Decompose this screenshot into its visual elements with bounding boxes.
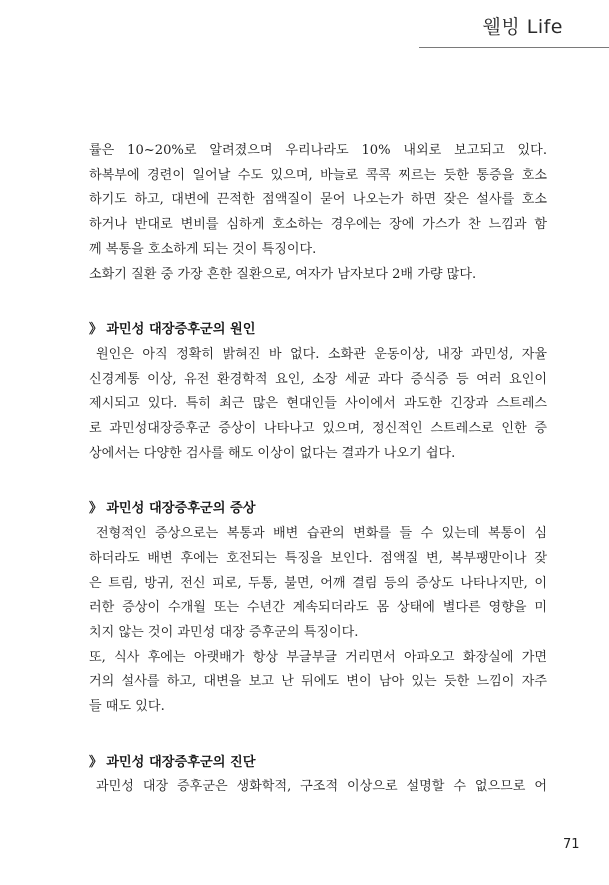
header-brand: 웰빙 Life (482, 16, 563, 38)
intro-line: 께 복통을 호소하게 되는 것이 특징이다. (89, 241, 317, 257)
section-marker: 》 (89, 754, 103, 770)
intro-line: 률은 10~20%로 알려졌으며 우리나라도 10% 내외로 보고되고 있다. (89, 143, 547, 158)
section-line: 치지 않는 것이 과민성 대장 증후군의 특징이다. (89, 624, 359, 640)
section-line: 거의 설사를 하고, 대변을 보고 난 뒤에도 변이 남아 있는 듯한 느낌이 자주 (89, 674, 547, 690)
intro-line: 하거나 반대로 변비를 심하게 호소하는 경우에는 장에 가스가 찬 느낌과 함 (89, 217, 547, 233)
section-marker: 》 (89, 322, 103, 338)
section-title: 과민성 대장증후군의 진단 (106, 754, 256, 770)
section-line: 은 트림, 방귀, 전신 피로, 두통, 불면, 어깨 결림 등의 증상도 나타나지만, 이 (89, 575, 547, 591)
section-line: 또, 식사 후에는 아랫배가 항상 부글부글 거리면서 아파오고 화장실에 가면 (89, 649, 547, 665)
section-heading-symptoms (89, 497, 547, 522)
section-marker: 》 (89, 501, 103, 517)
section-line: 로 과민성대장증후군 증상이 나타나고 있으며, 정신적인 스트레스로 인한 증 (89, 421, 547, 437)
section-line: 상에서는 다양한 검사를 해도 이상이 없다는 결과가 나오기 쉽다. (89, 445, 456, 461)
page-number: 71 (563, 837, 580, 852)
intro-line: 하기도 하고, 대변에 끈적한 점액질이 묻어 나오는가 하면 잦은 설사를 호소 (89, 192, 547, 208)
intro-line: 소화기 질환 중 가장 흔한 질환으로, 여자가 남자보다 2배 가량 많다. (89, 266, 477, 282)
section-heading-cause (89, 318, 547, 343)
section-line: 전형적인 증상으로는 복통과 배변 습관의 변화를 들 수 있는데 복통이 심 (96, 526, 547, 542)
body-text (89, 139, 547, 800)
section-line: 과민성 대장 증후군은 생화학적, 구조적 이상으로 설명할 수 없으므로 어 (96, 779, 547, 795)
section-line: 제시되고 있다. 특히 최근 많은 현대인들 사이에서 과도한 긴장과 스트레스 (89, 396, 547, 412)
section-line: 하더라도 배변 후에는 호전되는 특징을 보인다. 점액질 변, 복부팽만이나 잦 (89, 550, 547, 566)
section-line: 들 때도 있다. (89, 699, 165, 715)
intro-line: 하복부에 경련이 일어날 수도 있으며, 바늘로 콕콕 찌르는 듯한 통증을 호소 (89, 167, 547, 183)
section-title: 과민성 대장증후군의 증상 (106, 501, 256, 517)
section-title: 과민성 대장증후군의 원인 (106, 322, 256, 338)
header-rule (419, 47, 609, 48)
section-heading-diagnosis (89, 751, 547, 776)
section-line: 신경계통 이상, 유전 환경학적 요인, 소장 세균 과다 증식증 등 여러 요인이 (89, 371, 547, 387)
section-line: 러한 증상이 수개월 또는 수년간 계속되더라도 몸 상태에 별다른 영향을 미 (89, 600, 547, 616)
section-line: 원인은 아직 정확히 밝혀진 바 없다. 소화관 운동이상, 내장 과민성, 자율 (96, 346, 547, 362)
